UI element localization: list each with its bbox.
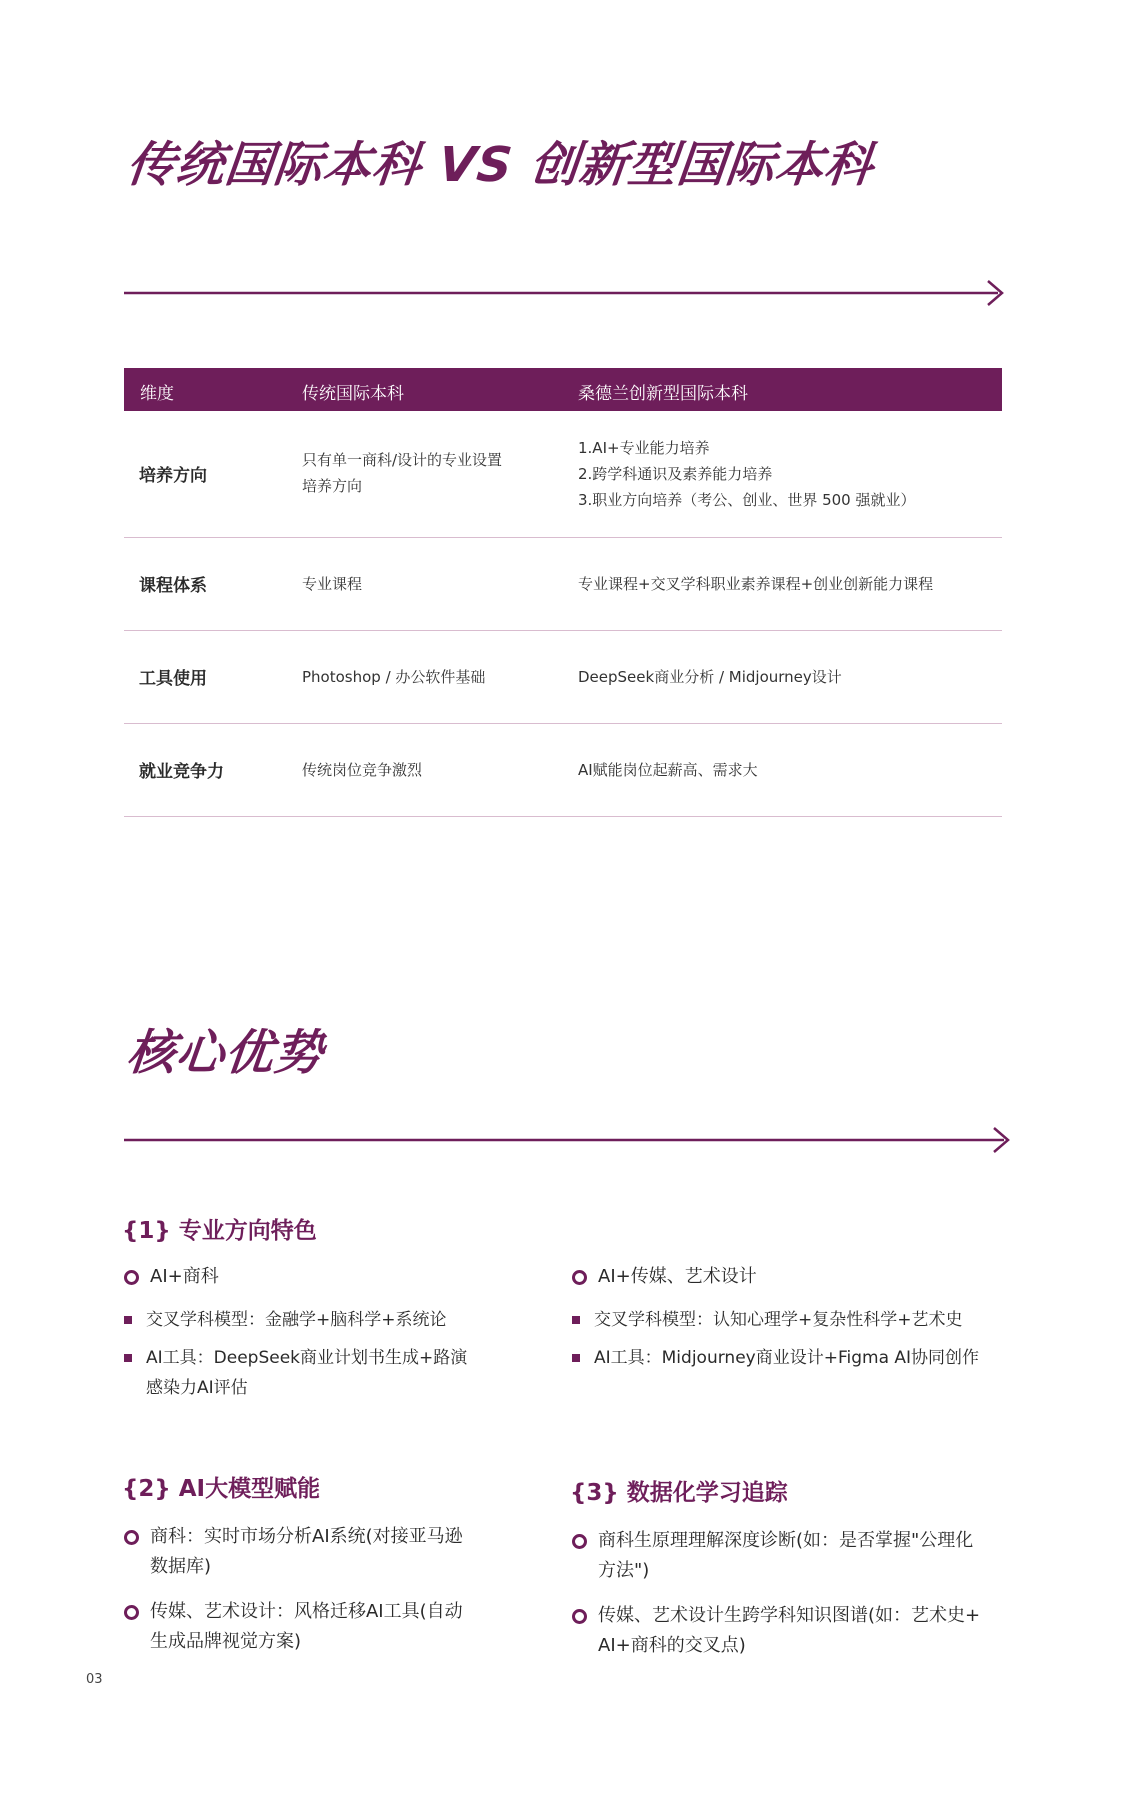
list-item [124,1305,447,1335]
bullet-text-continued: AI+商科的交叉点) [598,1635,746,1656]
row-dimension: 就业竞争力 [139,762,224,782]
list-item-text: AI工具：Midjourney商业设计+Figma AI协同创作 [594,1348,980,1368]
table-row [124,538,1002,631]
advantages-title: 核心优势 [124,1025,327,1081]
list-item-text: 交叉学科模型：金融学+脑科学+系统论 [146,1310,447,1330]
bullet-head-text: AI+商科 [150,1266,219,1287]
innovative-line: DeepSeek商业分析 / Midjourney设计 [578,668,842,686]
row-traditional: Photoshop / 办公软件基础 [302,668,486,686]
bullet-text-continued: 数据库) [150,1556,212,1577]
header-dimension: 维度 [140,384,174,404]
bullet-text-continued: 生成品牌视觉方案) [150,1631,302,1652]
bullet-item [572,1601,980,1661]
ring-bullet-icon [572,1270,587,1285]
ring-bullet-icon [572,1534,587,1549]
innovative-line: 3.职业方向培养（考公、创业、世界 500 强就业） [578,491,916,509]
ring-bullet-icon [124,1605,139,1620]
innovative-line: 1.AI+专业能力培养 [578,439,710,457]
table-row [124,631,1002,724]
subsection-title: {3} 数据化学习追踪 [570,1480,788,1506]
bullet-text: 传媒、艺术设计：风格迁移AI工具(自动 [150,1601,463,1622]
bullet-text: 商科：实时市场分析AI系统(对接亚马逊 [150,1526,463,1547]
subsection-title: {1} 专业方向特色 [122,1218,317,1244]
comparison-table [124,368,1002,817]
bullet-head [124,1262,219,1292]
bullet-head [572,1262,757,1292]
arrow-divider [124,278,1006,308]
square-bullet-icon [124,1354,132,1362]
bullet-text-continued: 方法") [598,1560,650,1581]
header-traditional: 传统国际本科 [302,384,404,404]
bullet-text: 商科生原理理解深度诊断(如：是否掌握"公理化 [598,1530,974,1551]
list-item [124,1343,467,1403]
ring-bullet-icon [572,1609,587,1624]
list-item [572,1343,979,1373]
innovative-line: 专业课程+交叉学科职业素养课程+创业创新能力课程 [578,575,934,593]
row-dimension: 课程体系 [139,576,207,596]
row-traditional: 传统岗位竞争激烈 [302,761,423,779]
innovative-line: 2.跨学科通识及素养能力培养 [578,465,773,483]
comparison-title: 传统国际本科 VS 创新型国际本科 [124,137,877,193]
row-traditional: 只有单一商科/设计的专业设置培养方向 [302,451,503,495]
square-bullet-icon [572,1316,580,1324]
row-dimension: 工具使用 [139,669,207,689]
row-dimension: 培养方向 [139,466,207,486]
square-bullet-icon [124,1316,132,1324]
arrow-divider [124,1125,1012,1155]
bullet-item [124,1597,463,1657]
innovative-line: AI赋能岗位起薪高、需求大 [578,761,758,779]
square-bullet-icon [572,1354,580,1362]
subsection-title: {2} AI大模型赋能 [122,1476,321,1502]
row-innovative [578,757,998,783]
ring-bullet-icon [124,1530,139,1545]
bullet-head-text: AI+传媒、艺术设计 [598,1266,757,1287]
bullet-item [124,1522,463,1582]
row-innovative [578,435,998,513]
row-innovative [578,571,998,597]
page-number: 03 [86,1672,103,1687]
bullet-text: 传媒、艺术设计生跨学科知识图谱(如：艺术史+ [598,1605,981,1626]
list-item [572,1305,963,1335]
table-row [124,411,1002,538]
list-item-text-continued: 感染力AI评估 [146,1378,248,1398]
list-item-text: 交叉学科模型：认知心理学+复杂性科学+艺术史 [594,1310,963,1330]
table-header [124,368,1002,411]
row-traditional: 专业课程 [302,575,363,593]
ring-bullet-icon [124,1270,139,1285]
row-innovative [578,664,998,690]
header-innovative: 桑德兰创新型国际本科 [578,384,748,404]
list-item-text: AI工具：DeepSeek商业计划书生成+路演 [146,1348,468,1368]
table-row [124,724,1002,817]
bullet-item [572,1526,973,1586]
